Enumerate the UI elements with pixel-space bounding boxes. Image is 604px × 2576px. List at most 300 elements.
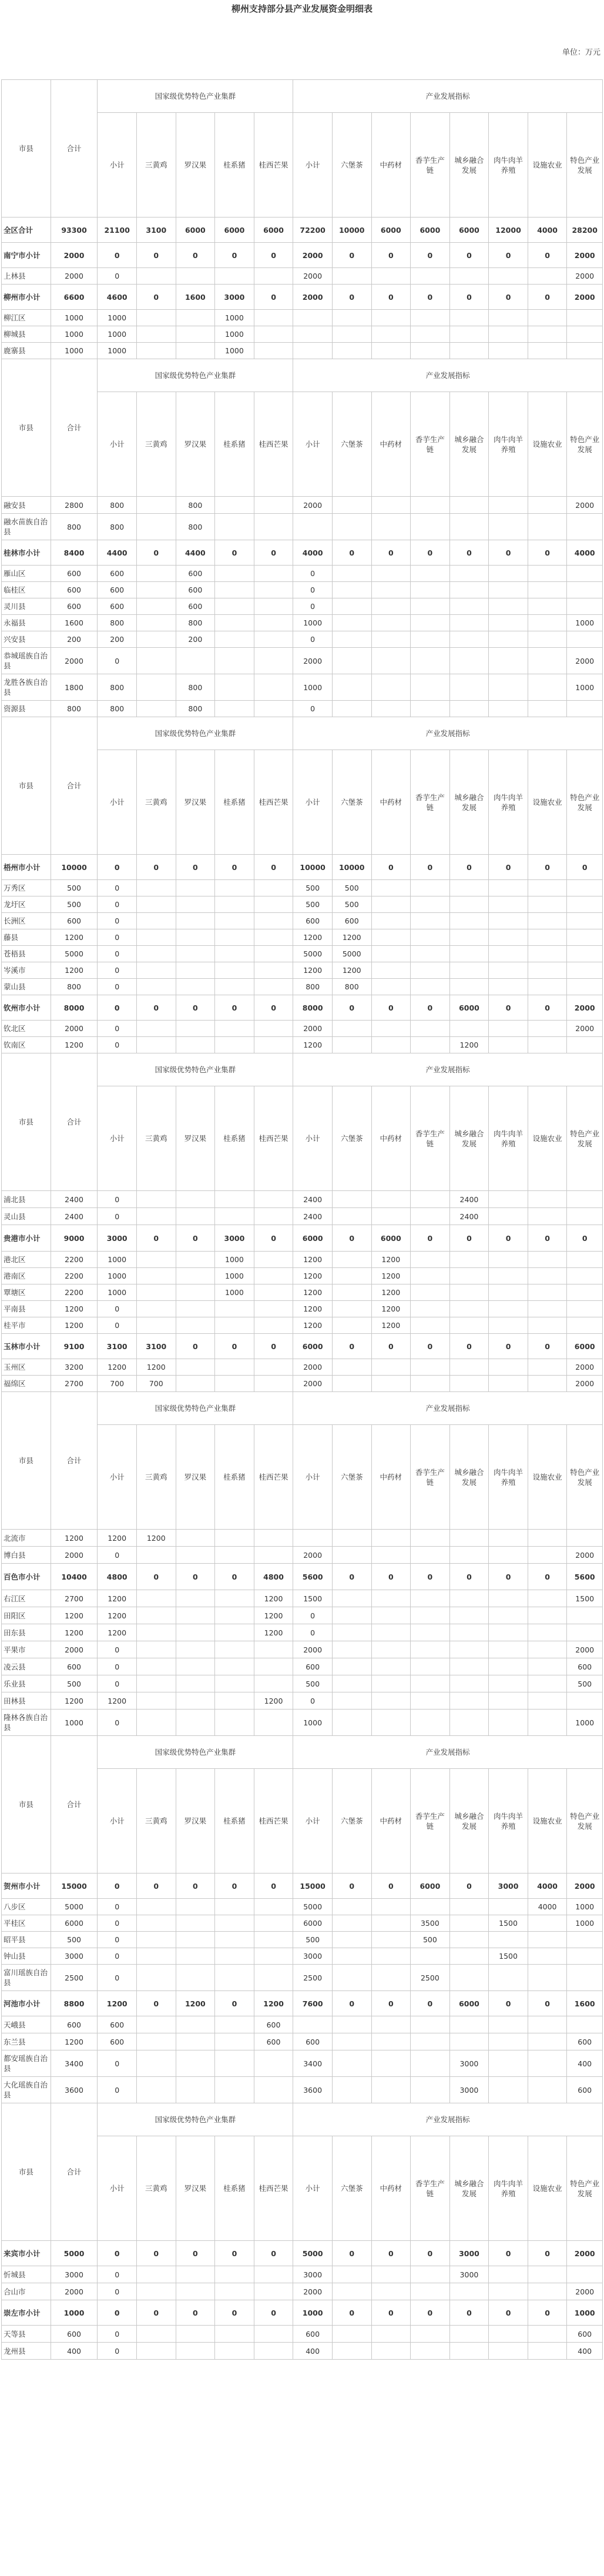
value-cell: 3500: [411, 1915, 450, 1932]
value-cell: 0: [98, 896, 137, 913]
value-cell: [411, 1284, 450, 1301]
value-cell: 0: [215, 540, 254, 566]
value-cell: 500: [293, 880, 333, 896]
value-cell: [411, 2050, 450, 2077]
value-cell: [528, 1284, 567, 1301]
county-name: 都安瑶族自治县: [2, 2050, 51, 2077]
value-cell: [332, 2016, 371, 2033]
value-cell: 4400: [176, 540, 215, 566]
value-cell: [528, 979, 567, 995]
value-cell: 0: [528, 1564, 567, 1590]
value-cell: [136, 1624, 176, 1641]
value-cell: 0: [489, 243, 528, 268]
value-cell: 0: [411, 540, 450, 566]
county-row: [2, 1208, 603, 1225]
value-cell: [411, 1675, 450, 1692]
value-cell: [528, 1658, 567, 1675]
value-cell: 2000: [567, 285, 603, 310]
value-cell: 2000: [293, 1359, 333, 1376]
county-row: [2, 1607, 603, 1624]
value-cell: 0: [98, 2326, 137, 2343]
county-name: 崇左市小计: [2, 2300, 51, 2326]
value-cell: [411, 1692, 450, 1709]
value-cell: [215, 1359, 254, 1376]
value-cell: [567, 2016, 603, 2033]
value-cell: [136, 1021, 176, 1037]
value-cell: [567, 701, 603, 717]
value-cell: [528, 615, 567, 631]
value-cell: [332, 1252, 371, 1268]
value-cell: [411, 326, 450, 343]
header-col: 六堡茶: [332, 1425, 371, 1530]
value-cell: [411, 1191, 450, 1208]
value-cell: [254, 631, 293, 648]
value-cell: [528, 1965, 567, 1991]
header-col: 三黄鸡: [136, 1769, 176, 1874]
value-cell: 1000: [293, 615, 333, 631]
value-cell: 3000: [98, 1225, 137, 1252]
county-name: 南宁市小计: [2, 243, 51, 268]
value-cell: 500: [332, 896, 371, 913]
value-cell: 0: [98, 1208, 137, 1225]
county-row: [2, 701, 603, 717]
value-cell: 2500: [411, 1965, 450, 1991]
value-cell: [371, 2283, 411, 2300]
value-cell: 0: [489, 1991, 528, 2016]
county-name: 柳州市小计: [2, 285, 51, 310]
value-cell: [215, 896, 254, 913]
value-cell: 0: [293, 1607, 333, 1624]
value-cell: [371, 326, 411, 343]
header-col: 罗汉果: [176, 2136, 215, 2241]
value-cell: [528, 1530, 567, 1547]
value-cell: 0: [98, 2077, 137, 2103]
value-cell: [176, 1359, 215, 1376]
value-cell: [176, 979, 215, 995]
value-cell: 800: [176, 497, 215, 514]
value-cell: [489, 1191, 528, 1208]
value-cell: [411, 979, 450, 995]
header-col: 中药材: [371, 1769, 411, 1874]
value-cell: [254, 1641, 293, 1658]
value-cell: 0: [293, 582, 333, 598]
county-name: 龙州县: [2, 2343, 51, 2360]
value-cell: 0: [136, 1874, 176, 1899]
value-cell: [411, 310, 450, 326]
value-cell: 0: [98, 855, 137, 880]
value-cell: [332, 2326, 371, 2343]
value-cell: [371, 946, 411, 962]
value-cell: [254, 962, 293, 979]
value-cell: [449, 1948, 489, 1965]
county-name: 凌云县: [2, 1658, 51, 1675]
value-cell: [176, 1641, 215, 1658]
value-cell: 2000: [51, 268, 98, 285]
value-cell: [411, 1268, 450, 1284]
value-cell: 1200: [293, 962, 333, 979]
value-cell: [136, 343, 176, 359]
value-cell: 600: [98, 2033, 137, 2050]
header-col: 小计: [293, 392, 333, 497]
value-cell: [176, 310, 215, 326]
value-cell: [449, 962, 489, 979]
value-cell: [176, 1899, 215, 1915]
value-cell: 6000: [449, 995, 489, 1021]
value-cell: 500: [293, 1675, 333, 1692]
value-cell: 10000: [332, 218, 371, 243]
county-name: 贺州市小计: [2, 1874, 51, 1899]
value-cell: [176, 2343, 215, 2360]
header-col: 特色产业发展: [567, 1086, 603, 1191]
header-col: 香芋生产链: [411, 1086, 450, 1191]
value-cell: [411, 1021, 450, 1037]
value-cell: [254, 1252, 293, 1268]
value-cell: 0: [98, 1709, 137, 1736]
value-cell: [332, 2266, 371, 2283]
value-cell: [567, 1191, 603, 1208]
value-cell: [215, 1965, 254, 1991]
value-cell: 0: [136, 995, 176, 1021]
header-group-industry: 产业发展指标: [293, 80, 603, 113]
value-cell: [254, 979, 293, 995]
value-cell: 0: [98, 1317, 137, 1334]
value-cell: [371, 929, 411, 946]
value-cell: 1000: [51, 310, 98, 326]
header-col: 六堡茶: [332, 750, 371, 855]
value-cell: 3000: [215, 1225, 254, 1252]
value-cell: 1200: [98, 1359, 137, 1376]
value-cell: 6000: [411, 218, 450, 243]
value-cell: [528, 631, 567, 648]
value-cell: [332, 566, 371, 582]
header-col: 特色产业发展: [567, 2136, 603, 2241]
table-body: [2, 80, 603, 2360]
value-cell: [567, 326, 603, 343]
value-cell: 2000: [51, 1641, 98, 1658]
value-cell: [567, 1317, 603, 1334]
value-cell: 1000: [98, 343, 137, 359]
header-total: 合计: [51, 1392, 98, 1530]
value-cell: [528, 2283, 567, 2300]
subtotal-row: [2, 1991, 603, 2016]
value-cell: 6000: [293, 1334, 333, 1359]
value-cell: 800: [176, 701, 215, 717]
value-cell: [567, 1948, 603, 1965]
value-cell: 1000: [567, 674, 603, 701]
value-cell: [215, 1590, 254, 1607]
value-cell: 1200: [332, 962, 371, 979]
value-cell: [136, 1301, 176, 1317]
county-row: [2, 1376, 603, 1392]
value-cell: [371, 2077, 411, 2103]
value-cell: [136, 2266, 176, 2283]
value-cell: [489, 1376, 528, 1392]
value-cell: [449, 514, 489, 540]
county-row: [2, 1965, 603, 1991]
header-col: 中药材: [371, 1425, 411, 1530]
value-cell: 3000: [51, 1948, 98, 1965]
county-name: 钟山县: [2, 1948, 51, 1965]
value-cell: [411, 2343, 450, 2360]
subtotal-row: [2, 995, 603, 1021]
value-cell: [449, 2343, 489, 2360]
county-name: 雁山区: [2, 566, 51, 582]
header-col: 三黄鸡: [136, 1425, 176, 1530]
value-cell: [293, 514, 333, 540]
value-cell: 0: [489, 2241, 528, 2266]
value-cell: 1200: [51, 1037, 98, 1053]
header-col: 特色产业发展: [567, 113, 603, 218]
value-cell: [528, 2016, 567, 2033]
county-name: 灵川县: [2, 598, 51, 615]
value-cell: 800: [51, 514, 98, 540]
header-col: 特色产业发展: [567, 392, 603, 497]
header-col: 六堡茶: [332, 113, 371, 218]
value-cell: [254, 1317, 293, 1334]
value-cell: [489, 1590, 528, 1607]
value-cell: 0: [449, 243, 489, 268]
value-cell: [371, 598, 411, 615]
county-name: 覃塘区: [2, 1284, 51, 1301]
header-col: 香芋生产链: [411, 1425, 450, 1530]
value-cell: 1000: [215, 310, 254, 326]
value-cell: 72200: [293, 218, 333, 243]
value-cell: [215, 1547, 254, 1564]
value-cell: 0: [332, 1334, 371, 1359]
value-cell: 9100: [51, 1334, 98, 1359]
value-cell: [176, 2266, 215, 2283]
value-cell: 2000: [567, 2241, 603, 2266]
value-cell: [489, 1965, 528, 1991]
value-cell: 2000: [293, 268, 333, 285]
value-cell: 500: [51, 1675, 98, 1692]
header-col: 小计: [98, 1425, 137, 1530]
value-cell: 0: [411, 995, 450, 1021]
value-cell: [371, 1692, 411, 1709]
header-col: 城乡融合发展: [449, 1425, 489, 1530]
value-cell: [332, 1284, 371, 1301]
value-cell: 5000: [51, 946, 98, 962]
value-cell: 800: [51, 701, 98, 717]
value-cell: [136, 514, 176, 540]
value-cell: [254, 896, 293, 913]
value-cell: 600: [332, 913, 371, 929]
value-cell: 0: [98, 2300, 137, 2326]
value-cell: [254, 1932, 293, 1948]
county-name: 港北区: [2, 1252, 51, 1268]
value-cell: [254, 343, 293, 359]
value-cell: [528, 1359, 567, 1376]
header-col: 桂系猪: [215, 2136, 254, 2241]
value-cell: [332, 2343, 371, 2360]
county-name: 梧州市小计: [2, 855, 51, 880]
value-cell: [411, 598, 450, 615]
value-cell: 0: [528, 285, 567, 310]
value-cell: [215, 1607, 254, 1624]
value-cell: [254, 1675, 293, 1692]
value-cell: 500: [293, 896, 333, 913]
value-cell: [449, 343, 489, 359]
county-row: [2, 1948, 603, 1965]
value-cell: 2700: [51, 1590, 98, 1607]
value-cell: [332, 1268, 371, 1284]
county-name: 柳江区: [2, 310, 51, 326]
county-name: 平桂区: [2, 1915, 51, 1932]
county-row: [2, 1037, 603, 1053]
value-cell: 0: [215, 1991, 254, 2016]
value-cell: 0: [254, 1334, 293, 1359]
value-cell: [254, 674, 293, 701]
value-cell: [489, 2016, 528, 2033]
value-cell: [215, 1317, 254, 1334]
county-name: 长洲区: [2, 913, 51, 929]
value-cell: [176, 1268, 215, 1284]
value-cell: 1000: [98, 1252, 137, 1268]
value-cell: [567, 1607, 603, 1624]
value-cell: 0: [411, 1564, 450, 1590]
county-name: 岑溪市: [2, 962, 51, 979]
value-cell: [449, 979, 489, 995]
value-cell: [489, 566, 528, 582]
value-cell: [528, 497, 567, 514]
value-cell: [215, 979, 254, 995]
value-cell: 1000: [51, 343, 98, 359]
value-cell: 3100: [98, 1334, 137, 1359]
value-cell: 0: [449, 540, 489, 566]
value-cell: [411, 913, 450, 929]
value-cell: [449, 880, 489, 896]
value-cell: [176, 1607, 215, 1624]
value-cell: 800: [176, 514, 215, 540]
value-cell: [254, 1530, 293, 1547]
value-cell: 600: [51, 2016, 98, 2033]
value-cell: [528, 1376, 567, 1392]
value-cell: 0: [136, 540, 176, 566]
value-cell: [176, 929, 215, 946]
value-cell: 5000: [293, 2241, 333, 2266]
county-row: [2, 1191, 603, 1208]
value-cell: [449, 268, 489, 285]
value-cell: [176, 1530, 215, 1547]
value-cell: [449, 2016, 489, 2033]
value-cell: [254, 1547, 293, 1564]
value-cell: 1600: [567, 1991, 603, 2016]
value-cell: 0: [332, 285, 371, 310]
value-cell: [489, 946, 528, 962]
value-cell: 2000: [567, 268, 603, 285]
value-cell: [449, 929, 489, 946]
value-cell: 0: [136, 243, 176, 268]
value-cell: [449, 648, 489, 674]
value-cell: 0: [489, 2300, 528, 2326]
value-cell: [449, 1932, 489, 1948]
subtotal-row: [2, 2300, 603, 2326]
value-cell: [411, 1590, 450, 1607]
value-cell: 0: [489, 1564, 528, 1590]
value-cell: 600: [51, 566, 98, 582]
unit-label: 单位：万元: [562, 48, 600, 57]
value-cell: 0: [254, 2241, 293, 2266]
value-cell: 1000: [215, 1268, 254, 1284]
value-cell: [254, 2343, 293, 2360]
value-cell: 15000: [51, 1874, 98, 1899]
value-cell: [332, 631, 371, 648]
value-cell: [254, 615, 293, 631]
value-cell: 0: [98, 2050, 137, 2077]
value-cell: 0: [98, 268, 137, 285]
subtotal-row: [2, 1334, 603, 1359]
value-cell: 0: [98, 929, 137, 946]
value-cell: [371, 1675, 411, 1692]
value-cell: 1200: [254, 1692, 293, 1709]
value-cell: [528, 1709, 567, 1736]
value-cell: 2400: [293, 1191, 333, 1208]
value-cell: [449, 310, 489, 326]
value-cell: 2500: [51, 1965, 98, 1991]
value-cell: 2000: [51, 243, 98, 268]
county-name: 龙圩区: [2, 896, 51, 913]
header-col: 六堡茶: [332, 392, 371, 497]
county-name: 浦北县: [2, 1191, 51, 1208]
value-cell: 0: [176, 2300, 215, 2326]
county-name: 龙胜各族自治县: [2, 674, 51, 701]
value-cell: [215, 2343, 254, 2360]
value-cell: [136, 880, 176, 896]
value-cell: [371, 2326, 411, 2343]
value-cell: 0: [215, 995, 254, 1021]
value-cell: [332, 1624, 371, 1641]
value-cell: 1200: [371, 1317, 411, 1334]
value-cell: [176, 913, 215, 929]
header-col: 六堡茶: [332, 1769, 371, 1874]
value-cell: 0: [98, 1915, 137, 1932]
value-cell: 0: [528, 2300, 567, 2326]
value-cell: 2000: [567, 1376, 603, 1392]
header-county: 市县: [2, 717, 51, 855]
value-cell: 200: [98, 631, 137, 648]
value-cell: 5000: [51, 2241, 98, 2266]
value-cell: [332, 2033, 371, 2050]
value-cell: [528, 1317, 567, 1334]
value-cell: [332, 1376, 371, 1392]
header-group-industry: 产业发展指标: [293, 717, 603, 750]
county-row: [2, 674, 603, 701]
value-cell: [176, 962, 215, 979]
value-cell: 1000: [98, 310, 137, 326]
header-col: 肉牛肉羊养殖: [489, 750, 528, 855]
value-cell: [371, 1709, 411, 1736]
value-cell: [254, 2266, 293, 2283]
value-cell: [489, 326, 528, 343]
value-cell: 0: [411, 1225, 450, 1252]
value-cell: 0: [332, 1564, 371, 1590]
value-cell: [489, 598, 528, 615]
header-col: 城乡融合发展: [449, 750, 489, 855]
value-cell: 21100: [98, 218, 137, 243]
value-cell: [489, 1641, 528, 1658]
value-cell: [567, 979, 603, 995]
value-cell: 0: [411, 1334, 450, 1359]
value-cell: 0: [98, 1021, 137, 1037]
county-name: 右江区: [2, 1590, 51, 1607]
value-cell: [176, 343, 215, 359]
county-name: 上林县: [2, 268, 51, 285]
value-cell: 3000: [449, 2050, 489, 2077]
value-cell: [176, 2016, 215, 2033]
header-col: 肉牛肉羊养殖: [489, 1425, 528, 1530]
value-cell: [176, 1932, 215, 1948]
value-cell: 5600: [567, 1564, 603, 1590]
